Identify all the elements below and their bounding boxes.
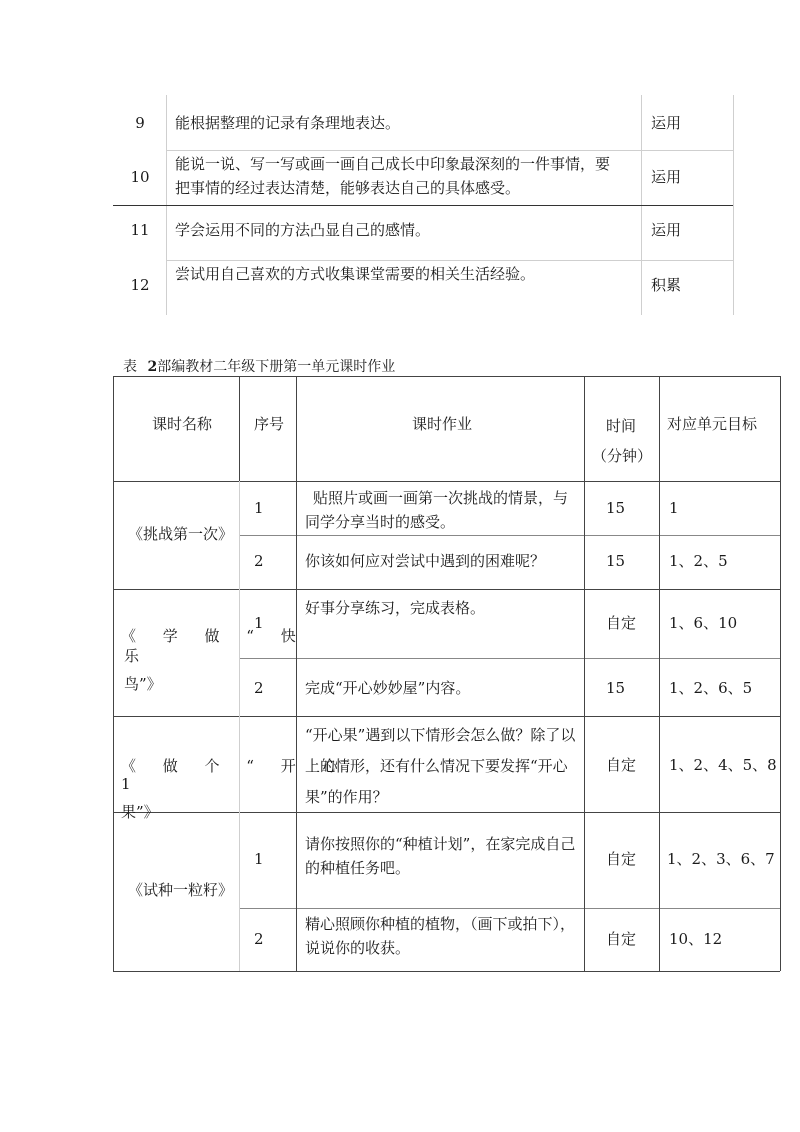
row-task: 请你按照你的“种植计划”，在家完成自己的种植任务吧。 [305, 835, 576, 877]
row-time: 15 [606, 679, 626, 697]
lesson-name: 《 做 个 “ 开 心 [121, 757, 349, 775]
objective-number: 9 [135, 114, 145, 132]
lesson-name: 《试种一粒籽》 [128, 881, 234, 899]
caption-prefix: 表 [123, 359, 137, 375]
row-goals: 10、12 [669, 930, 723, 948]
row-time: 15 [606, 552, 626, 570]
lesson-name: 《挑战第一次》 [128, 525, 234, 543]
objective-text: 学会运用不同的方法凸显自己的感情。 [175, 221, 431, 239]
objective-text: 尝试用自己喜欢的方式收集课堂需要的相关生活经验。 [175, 265, 536, 283]
objective-number: 12 [130, 276, 150, 294]
caption-number: 2 [147, 359, 158, 375]
row-task: 完成“开心妙妙屋”内容。 [305, 679, 471, 697]
objective-text: 能根据整理的记录有条理地表达。 [175, 114, 401, 132]
objective-level: 积累 [651, 276, 682, 294]
row-goals: 1 [669, 499, 679, 517]
row-time: 自定 [606, 756, 637, 774]
lesson-name-line2: 乐 [124, 647, 140, 665]
header-time: 时间 [606, 417, 637, 435]
objective-level: 运用 [651, 168, 682, 186]
row-task: 贴照片或画一画第一次挑战的情景，与同学分享当时的感受。 [305, 489, 569, 531]
row-task: 精心照顾你种植的植物，（画下或拍下），说说你的收获。 [305, 915, 576, 957]
row-goals: 1、2、4、5、8 [669, 756, 777, 774]
row-goals: 1、2、6、5 [669, 679, 753, 697]
objective-text: 能说一说、写一写或画一画自己成长中印象最深刻的一件事情，要把事情的经过表达清楚，能够表达自己的具体感受。 [175, 155, 611, 197]
row-goals: 1、2、5 [669, 552, 728, 570]
row-sequence: 2 [254, 552, 264, 570]
row-task: 你该如何应对尝试中遇到的困难呢？ [305, 552, 546, 570]
header-lesson-name: 课时名称 [152, 415, 213, 433]
row-task: 好事分享练习，完成表格。 [305, 599, 486, 617]
objective-level: 运用 [651, 114, 682, 132]
row-goals: 1、2、3、6、7 [667, 850, 775, 868]
lesson-name-line2: 1 [121, 775, 131, 793]
header-homework: 课时作业 [412, 415, 473, 433]
row-sequence: 1 [254, 614, 264, 632]
lesson-name: 《 学 做 “ 快 [121, 627, 307, 645]
row-sequence: 1 [254, 499, 264, 517]
row-time: 自定 [606, 930, 637, 948]
row-sequence: 2 [254, 930, 264, 948]
row-goals: 1、6、10 [669, 614, 738, 632]
objective-level: 运用 [651, 221, 682, 239]
row-sequence: 2 [254, 679, 264, 697]
caption-text: 部编教材二年级下册第一单元课时作业 [157, 359, 396, 375]
row-time: 自定 [606, 850, 637, 868]
header-sequence: 序号 [254, 415, 285, 433]
row-task: “开心果”遇到以下情形会怎么做？除了以上的情形，还有什么情况下要发挥“开心果”的作用？ [305, 726, 576, 806]
row-sequence: 1 [254, 850, 264, 868]
row-time: 15 [606, 499, 626, 517]
lesson-name-line3: 果”》 [121, 803, 159, 821]
header-time-unit: （分钟） [592, 447, 653, 465]
row-time: 自定 [606, 614, 637, 632]
table-caption [123, 356, 395, 376]
objective-number: 11 [130, 221, 150, 239]
objective-number: 10 [130, 168, 150, 186]
lesson-name-line3: 鸟”》 [124, 675, 162, 693]
header-goals: 对应单元目标 [667, 415, 758, 433]
